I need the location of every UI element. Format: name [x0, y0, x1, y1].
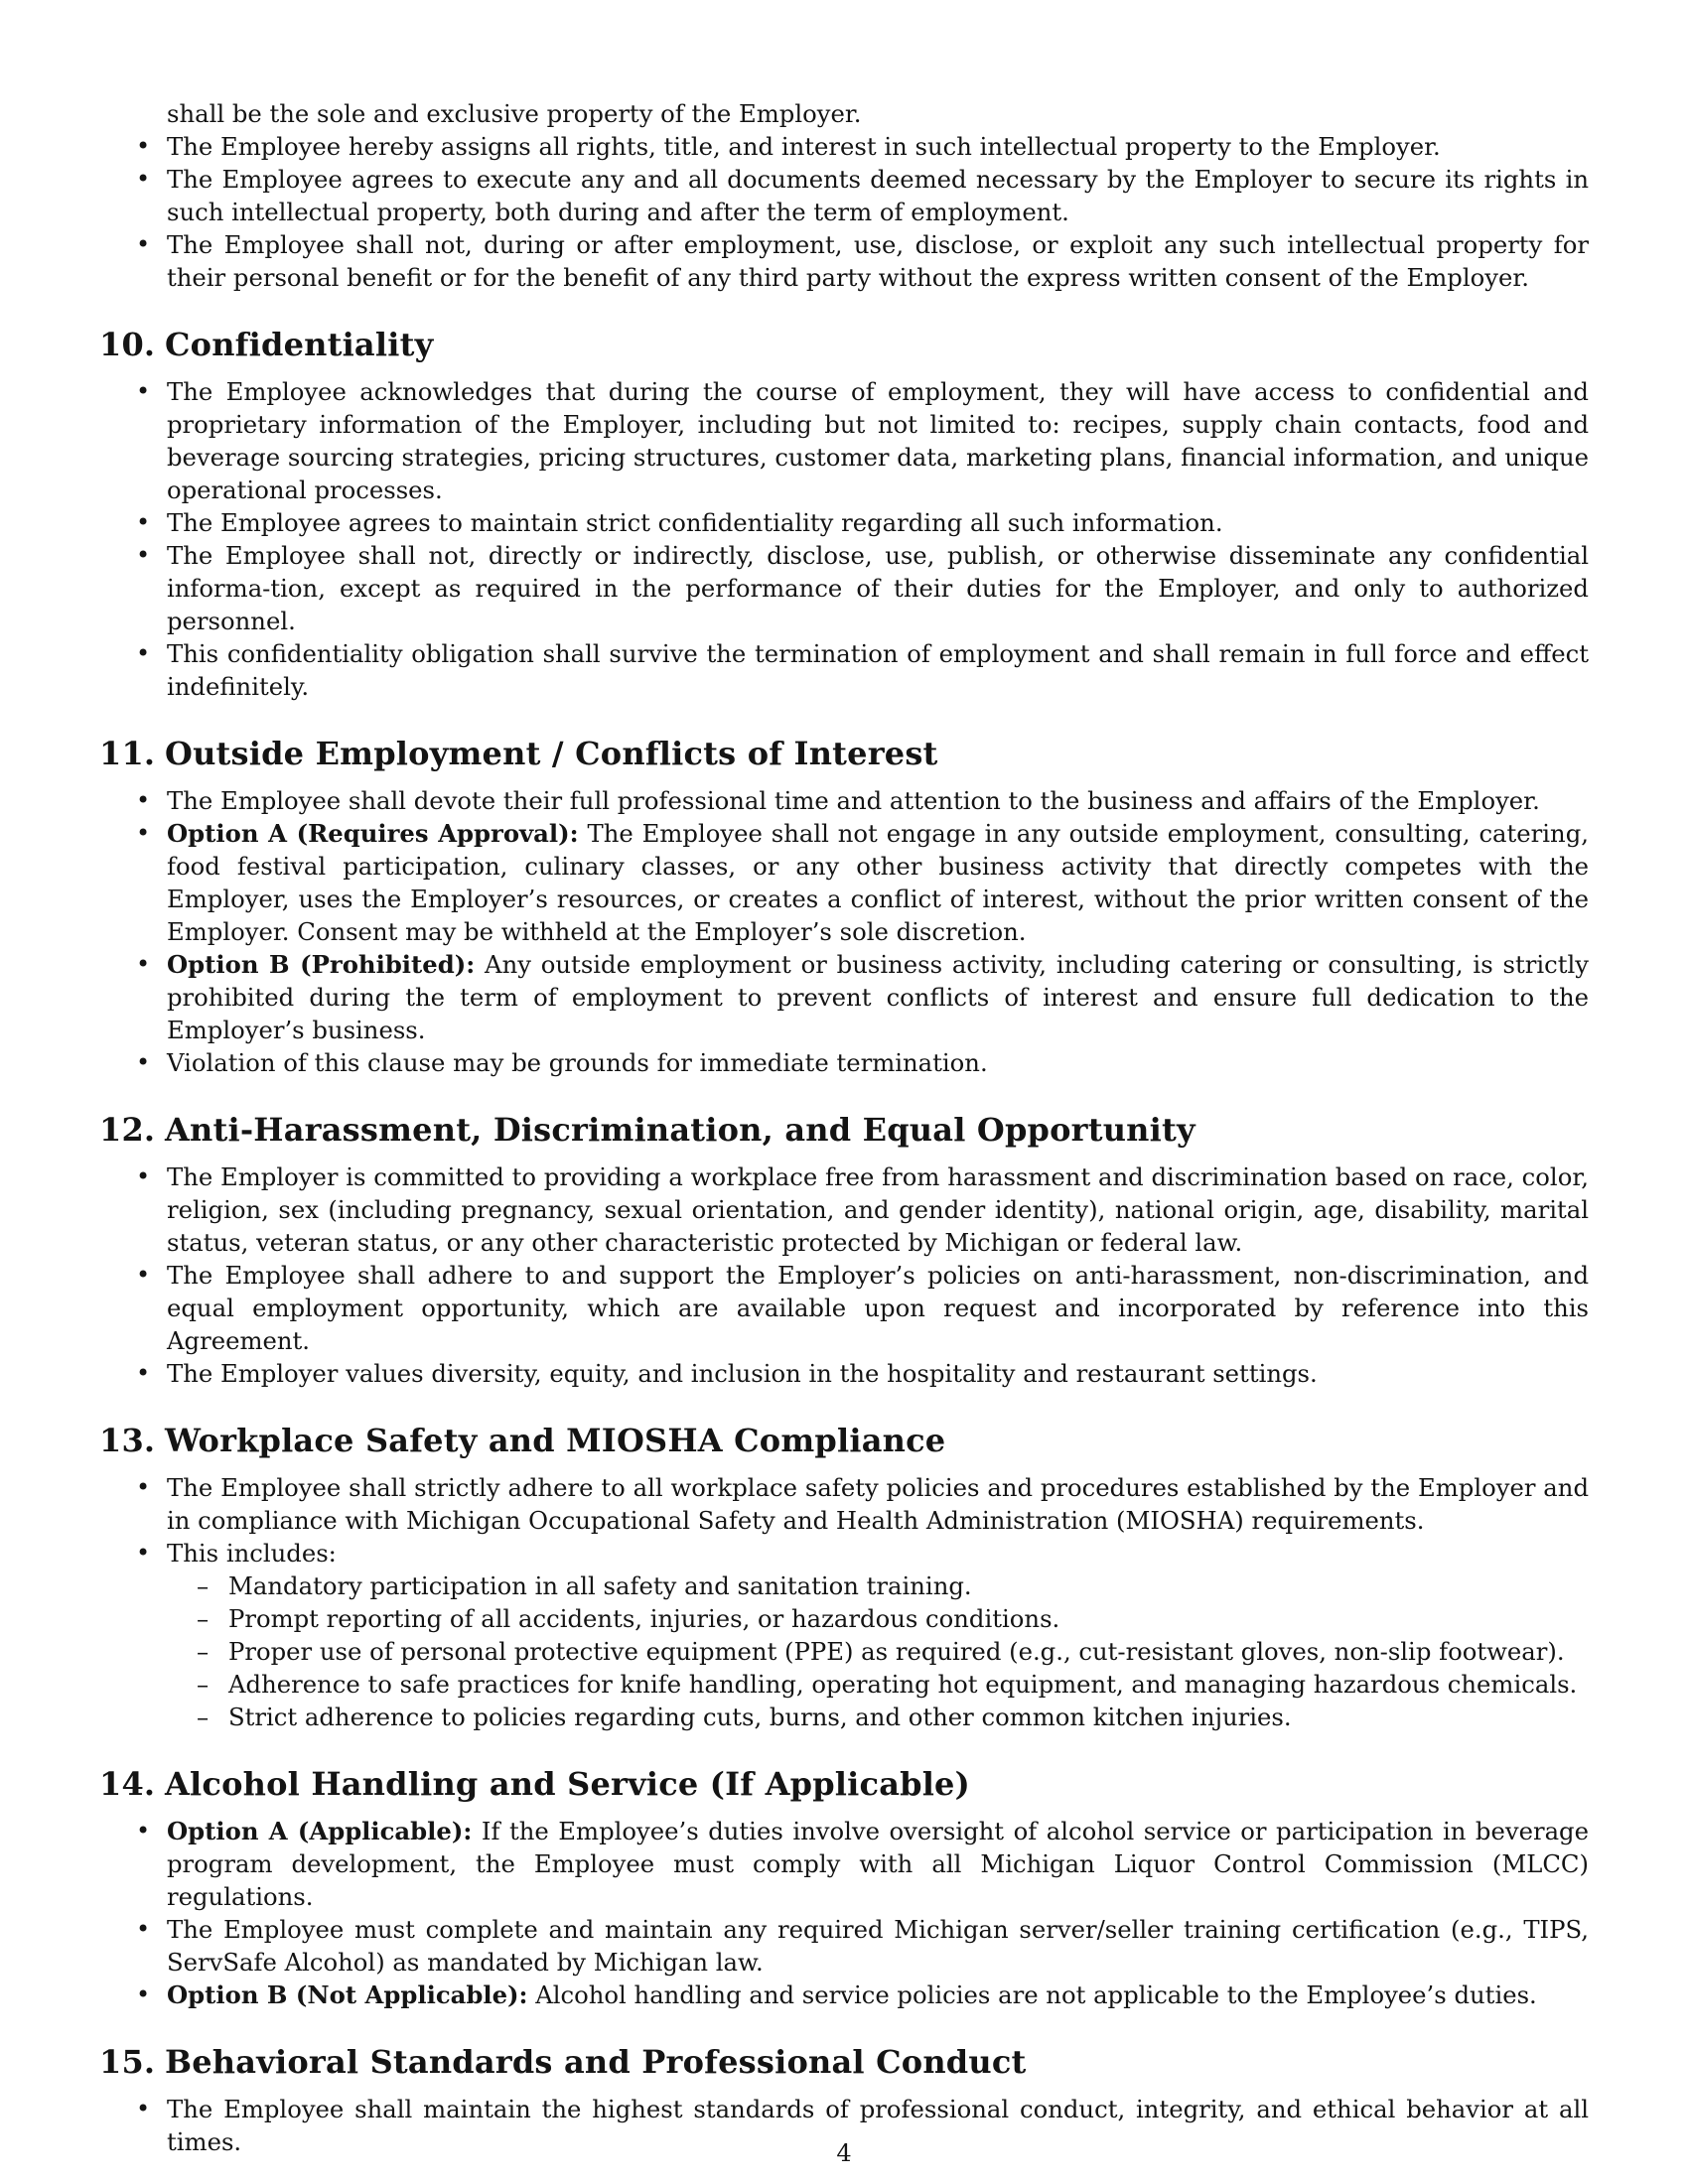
bullet-icon: • — [136, 1359, 151, 1387]
list-item-text: The Employee shall maintain the highest standards of professional conduct, integrity, and ethical behavior at all times. — [167, 2095, 1589, 2156]
bullet-icon: • — [136, 1473, 151, 1501]
bullet-icon: • — [136, 132, 151, 160]
section-number: 12. — [99, 1111, 156, 1149]
list-item-text: Violation of this clause may be grounds for immediate termination. — [167, 1048, 988, 1077]
list-item — [99, 375, 1589, 506]
section-number: 15. — [99, 2043, 156, 2081]
list-item-option-b — [99, 948, 1589, 1046]
option-text: Alcohol handling and service policies are not applicable to the Employee’s duties. — [527, 1980, 1537, 2009]
bullet-icon: • — [136, 1261, 151, 1289]
list-item-text: The Employee acknowledges that during the course of employment, they will have access to confidential and proprietary information of the Employer, including but not limited to: recipes, supply chain contacts, food and beverage sourcing strategies, pricing structures, customer data, marketing plans, financial information, and unique operational processes. — [167, 377, 1589, 504]
list-item-text: The Employer is committed to providing a workplace free from harassment and discrimination based on race, color, religion, sex (including pregnancy, sexual orientation, and gender identity), national origin, age, disability, marital status, veteran status, or any other characteristic protected by Michigan or federal law. — [167, 1162, 1589, 1257]
list-item — [99, 130, 1589, 163]
option-label: Option B (Not Applicable): — [167, 1980, 528, 2009]
section-number: 10. — [99, 326, 156, 363]
dash-icon: – — [197, 1637, 210, 1666]
bullet-icon: • — [136, 1539, 151, 1567]
list-item — [99, 1537, 1589, 1570]
list-item — [99, 506, 1589, 539]
section-title: Confidentiality — [165, 326, 434, 363]
bullet-icon: • — [136, 819, 151, 847]
option-text: The Employee shall not engage in any outside employment, consulting, catering, food festival participation, culinary classes, or any other business activity that directly competes with the Employer, uses the Employer’s resources, or creates a conflict of interest, without the prior written consent of the Employer. Consent may be withheld at the Employer’s sole discretion. — [167, 819, 1589, 946]
section-number: 11. — [99, 735, 156, 772]
list-item-text: This confidentiality obligation shall survive the termination of employment and shall remain in full force and effect indefinitely. — [167, 639, 1589, 701]
list-item — [99, 163, 1589, 228]
list-item-text: The Employee agrees to maintain strict confidentiality regarding all such information. — [167, 508, 1223, 537]
continuation-text: shall be the sole and exclusive property of the Employer. — [167, 99, 862, 128]
bullet-icon: • — [136, 541, 151, 569]
safety-sub-list — [99, 1570, 1589, 1733]
list-item-option-a — [99, 817, 1589, 948]
list-item-text: The Employee shall adhere to and support the Employer’s policies on anti-harassment, non-discrimination, and equal employment opportunity, which are available upon request and incorporated by reference into this Agreement. — [167, 1261, 1589, 1355]
sub-list-item-text: Mandatory participation in all safety and sanitation training. — [228, 1571, 972, 1600]
intro-bullet-list — [99, 130, 1589, 294]
section-heading-confidentiality — [99, 324, 1589, 365]
bullet-icon: • — [136, 2095, 151, 2122]
list-item-text: The Employee shall strictly adhere to all workplace safety policies and procedures established by the Employer and in compliance with Michigan Occupational Safety and Health Administration (MIOSHA) requirements. — [167, 1473, 1589, 1535]
document-page — [99, 97, 1589, 2156]
dash-icon: – — [197, 1604, 210, 1633]
bullet-icon: • — [136, 508, 151, 536]
bullet-icon: • — [136, 165, 151, 193]
section-heading-workplace-safety — [99, 1420, 1589, 1461]
outside-employment-list — [99, 784, 1589, 1079]
section-title: Behavioral Standards and Professional Conduct — [165, 2043, 1027, 2081]
section-heading-behavioral-standards — [99, 2041, 1589, 2083]
list-item — [99, 1471, 1589, 1537]
list-item — [99, 228, 1589, 294]
sub-list-item — [99, 1668, 1589, 1701]
dash-icon: – — [197, 1571, 210, 1600]
list-item-text: The Employee shall devote their full professional time and attention to the business and affairs of the Employer. — [167, 786, 1540, 815]
option-text: Any outside employment or business activity, including catering or consulting, is strictly prohibited during the term of employment to prevent conflicts of interest and ensure full dedication to the Employer’s business. — [167, 950, 1589, 1044]
bullet-icon: • — [136, 1817, 151, 1844]
sub-list-item-text: Adherence to safe practices for knife handling, operating hot equipment, and managing hazardous chemicals. — [228, 1670, 1578, 1699]
bullet-icon: • — [136, 230, 151, 258]
sub-list-item-text: Strict adherence to policies regarding cuts, burns, and other common kitchen injuries. — [228, 1703, 1292, 1731]
bullet-icon: • — [136, 639, 151, 667]
option-label: Option A (Requires Approval): — [167, 819, 579, 848]
section-title: Alcohol Handling and Service (If Applicable) — [165, 1765, 970, 1803]
section-heading-alcohol-handling — [99, 1763, 1589, 1805]
sub-list-item — [99, 1701, 1589, 1733]
list-item-text: This includes: — [167, 1539, 337, 1568]
option-label: Option A (Applicable): — [167, 1817, 473, 1845]
section-number: 13. — [99, 1422, 156, 1459]
bullet-icon: • — [136, 786, 151, 814]
bullet-icon: • — [136, 1162, 151, 1190]
bullet-icon: • — [136, 1915, 151, 1943]
dash-icon: – — [197, 1670, 210, 1699]
list-item-text: The Employee shall not, during or after employment, use, disclose, or exploit any such intellectual property for their personal benefit or for the benefit of any third party without the express written consent of the Employer. — [167, 230, 1589, 292]
list-item-text: The Employee shall not, directly or indirectly, disclose, use, publish, or otherwise disseminate any confidential informa-tion, except as required in the performance of their duties for the Employer, and only to authorized personnel. — [167, 541, 1589, 635]
section-title: Workplace Safety and MIOSHA Compliance — [165, 1422, 946, 1459]
section-heading-outside-employment — [99, 733, 1589, 774]
list-item — [99, 784, 1589, 817]
anti-harassment-list — [99, 1160, 1589, 1390]
section-title: Outside Employment / Conflicts of Interest — [165, 735, 938, 772]
list-item-text: The Employee must complete and maintain any required Michigan server/seller training certification (e.g., TIPS, ServSafe Alcohol) as mandated by Michigan law. — [167, 1915, 1589, 1977]
alcohol-handling-list — [99, 1815, 1589, 2011]
sub-list-item-text: Proper use of personal protective equipment (PPE) as required (e.g., cut-resistant gloves, non-slip footwear). — [228, 1637, 1565, 1666]
list-item-text: The Employer values diversity, equity, and inclusion in the hospitality and restaurant settings. — [167, 1359, 1318, 1388]
bullet-icon: • — [136, 1980, 151, 2008]
list-item-text: The Employee hereby assigns all rights, title, and interest in such intellectual property to the Employer. — [167, 132, 1441, 161]
section-heading-anti-harassment — [99, 1109, 1589, 1151]
list-item — [99, 1046, 1589, 1079]
list-item — [99, 539, 1589, 637]
bullet-icon: • — [136, 950, 151, 978]
dash-icon: – — [197, 1703, 210, 1731]
list-item — [99, 1160, 1589, 1259]
option-text: If the Employee’s duties involve oversight of alcohol service or participation in beverage program development, the Employee must comply with all Michigan Liquor Control Commission (MLCC) regulations. — [167, 1817, 1589, 1911]
sub-list-item-text: Prompt reporting of all accidents, injuries, or hazardous conditions. — [228, 1604, 1060, 1633]
list-item-option-b — [99, 1979, 1589, 2011]
list-item-option-a — [99, 1815, 1589, 1913]
bullet-icon: • — [136, 1048, 151, 1076]
bullet-icon: • — [136, 377, 151, 405]
list-item — [99, 637, 1589, 703]
workplace-safety-list — [99, 1471, 1589, 1570]
section-title: Anti-Harassment, Discrimination, and Equal Opportunity — [165, 1111, 1196, 1149]
sub-list-item — [99, 1635, 1589, 1668]
sub-list-item — [99, 1602, 1589, 1635]
sub-list-item — [99, 1570, 1589, 1602]
list-item — [99, 1357, 1589, 1390]
option-label: Option B (Prohibited): — [167, 950, 476, 979]
list-item — [99, 1913, 1589, 1979]
list-item — [99, 1259, 1589, 1357]
page-number: 4 — [836, 2139, 852, 2167]
section-number: 14. — [99, 1765, 156, 1803]
list-item-text: The Employee agrees to execute any and all documents deemed necessary by the Employer to secure its rights in such intellectual property, both during and after the term of employment. — [167, 165, 1589, 226]
confidentiality-list — [99, 375, 1589, 703]
